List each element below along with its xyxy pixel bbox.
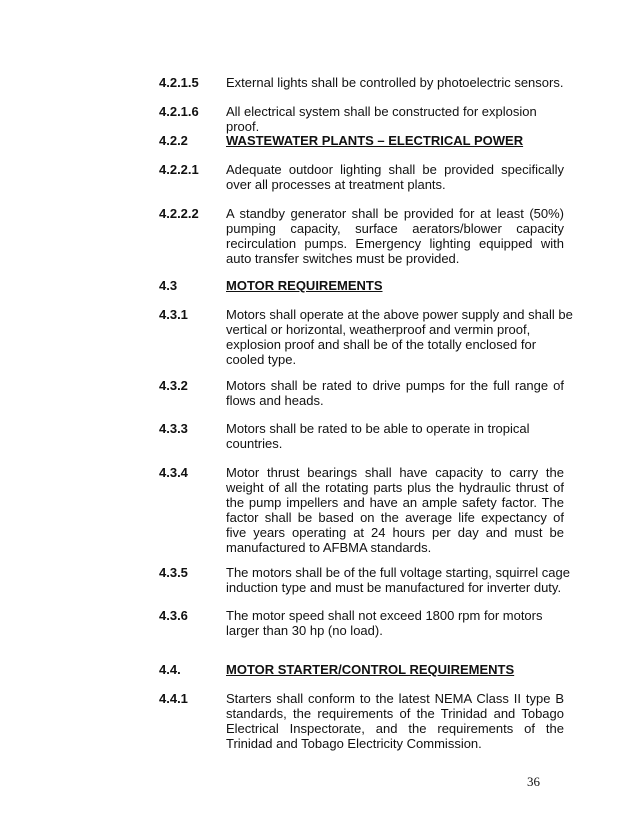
section-number: 4.4.: [159, 662, 181, 677]
section-text: [226, 608, 564, 638]
page-number: 36: [527, 774, 540, 789]
text-line: Motors shall operate at the above power supply and shall be: [226, 307, 573, 322]
section-text: All electrical system shall be constructed for explosion proof.: [226, 104, 537, 134]
text-line: larger than 30 hp (no load).: [226, 623, 383, 638]
section-number: 4.3.3: [159, 421, 188, 436]
text-line: explosion proof and shall be of the totally enclosed for: [226, 337, 537, 352]
section-number: 4.3.2: [159, 378, 188, 393]
section-number: 4.2.2.1: [159, 162, 199, 177]
section-text: Adequate outdoor lighting shall be provided specifically over all processes at treatment plants.: [226, 162, 564, 192]
section-text: [226, 565, 570, 595]
section-text: Motors shall be rated to drive pumps for the full range of flows and heads.: [226, 378, 564, 408]
section-heading: WASTEWATER PLANTS – ELECTRICAL POWER: [226, 133, 524, 148]
section-text: A standby generator shall be provided for at least (50%) pumping capacity, surface aerators/blower capacity recirculation pumps. Emergency lighting equipped with auto transfer switches must be provided.: [226, 206, 564, 266]
text-line: The motors shall be of the full voltage starting, squirrel cage: [226, 565, 570, 580]
section-text: External lights shall be controlled by photoelectric sensors.: [226, 75, 564, 90]
section-number: 4.3: [159, 278, 178, 293]
section-number: 4.4.1: [159, 691, 188, 706]
section-text: [226, 421, 564, 451]
text-line: The motor speed shall not exceed 1800 rpm for motors: [226, 608, 543, 623]
section-text: Motor thrust bearings shall have capacity to carry the weight of all the rotating parts plus the hydraulic thrust of the pump impellers and have an ample safety factor. The factor shall be based on the average life expectancy of five years operating at 24 hours per day and must be manufactured to AFBMA standards.: [226, 465, 564, 555]
section-number: 4.2.2: [159, 133, 188, 148]
section-heading: MOTOR REQUIREMENTS: [226, 278, 383, 293]
text-line: cooled type.: [226, 352, 297, 367]
section-heading: MOTOR STARTER/CONTROL REQUIREMENTS: [226, 662, 515, 677]
section-number: 4.2.1.5: [159, 75, 199, 90]
section-text: [226, 307, 573, 367]
section-number: 4.3.4: [159, 465, 188, 480]
section-number: 4.3.6: [159, 608, 188, 623]
text-line: vertical or horizontal, weatherproof and vermin proof,: [226, 322, 531, 337]
section-number: 4.3.5: [159, 565, 188, 580]
text-line: induction type and must be manufactured for inverter duty.: [226, 580, 562, 595]
section-number: 4.2.1.6: [159, 104, 199, 119]
section-number: 4.2.2.2: [159, 206, 199, 221]
section-number: 4.3.1: [159, 307, 188, 322]
text-line: countries.: [226, 436, 283, 451]
section-text: Starters shall conform to the latest NEMA Class II type B standards, the requirements of the Trinidad and Tobago Electrical Inspectorate, and the requirements of the Trinidad and Tobago Electricity Commission.: [226, 691, 564, 751]
text-line: Motors shall be rated to be able to operate in tropical: [226, 421, 530, 436]
